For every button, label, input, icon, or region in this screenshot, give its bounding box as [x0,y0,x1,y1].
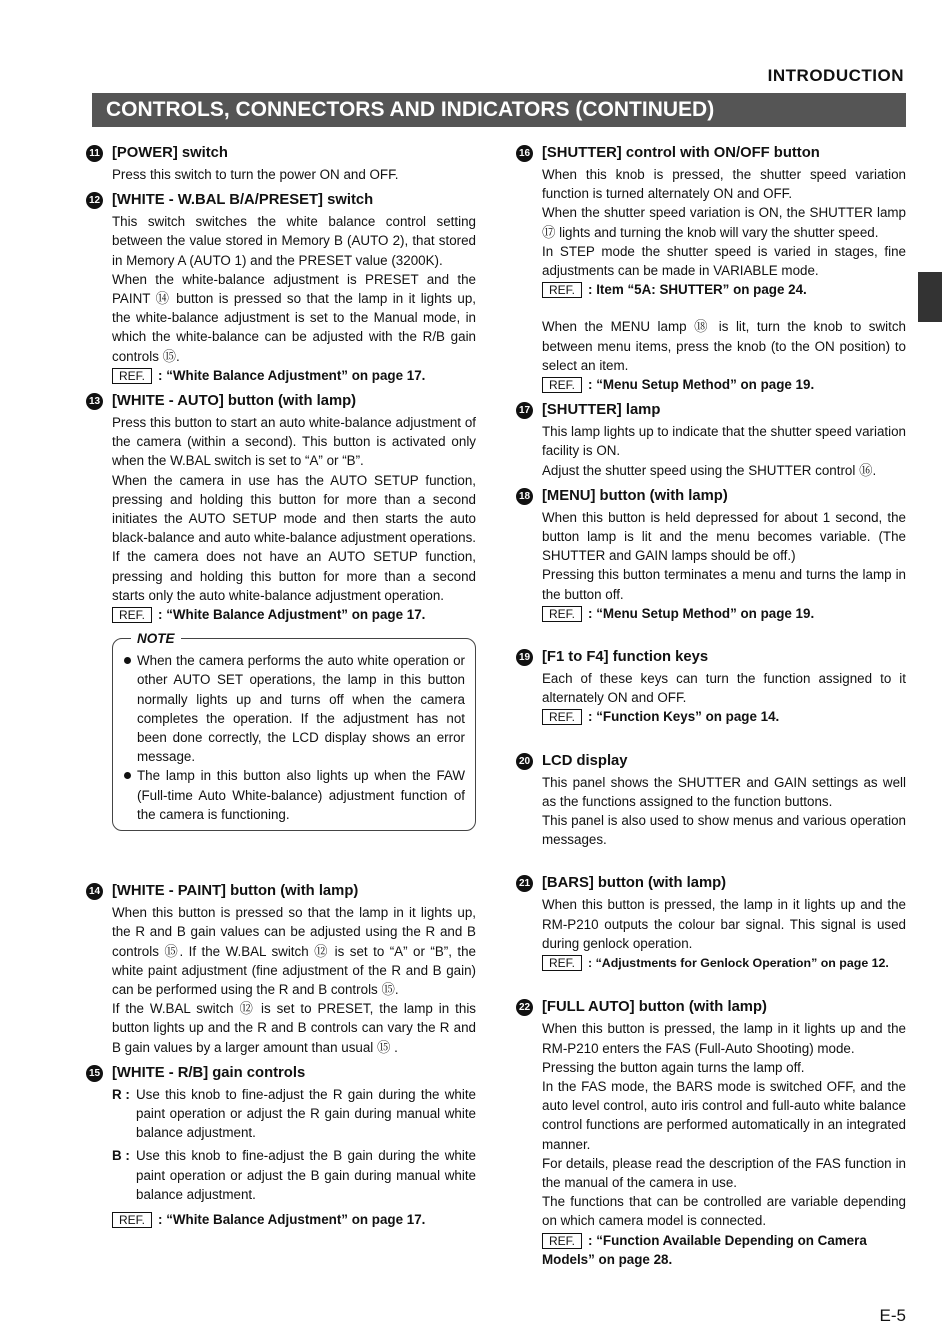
ref-box: REF. [112,607,152,623]
item-heading: 20 LCD display [542,751,906,772]
item-full-auto-button [518,997,906,1269]
reference: REF. : “Function Keys” on page 14. [542,707,906,726]
item-body: In the FAS mode, the BARS mode is switched OFF, and the auto level control, auto iris control and full-auto white balance control functions are performed automatically in an integrated manner. [542,1078,906,1152]
item-menu-button [518,486,906,623]
item-body: Pressing the button again turns the lamp off. [542,1059,805,1075]
item-body: This panel is also used to show menus and various operation messages. [542,813,906,848]
item-body: This panel shows the SHUTTER and GAIN settings as well as the functions assigned to the function buttons. [542,774,906,809]
item-white-paint-button [88,881,476,1057]
r-text: Use this knob to fine-adjust the R gain during the white paint operation or adjust the R gain during manual white balance adjustment. [136,1086,476,1141]
b-gain-row [112,1146,476,1204]
ref-box: REF. [112,368,152,384]
item-shutter-control [518,143,906,394]
item-number: 11 [86,145,103,162]
item-body: Press this switch to turn the power ON and OFF. [112,167,399,182]
item-body: In STEP mode the shutter speed is varied in stages, fine adjustments can be made in VARIABLE mode. [542,243,906,279]
note-label: NOTE [131,629,181,648]
left-column [88,143,477,1235]
item-heading: 12 [WHITE - W.BAL B/A/PRESET] switch [112,190,476,211]
item-body: When this button is pressed, the lamp in it lights up and the RM-P210 outputs the colour bar signal. This signal is used during genlock operation. [542,897,906,951]
reference: REF. : “Adjustments for Genlock Operation” on page 12. [542,953,906,973]
item-heading: 13 [WHITE - AUTO] button (with lamp) [112,391,476,412]
reference: REF. : “Menu Setup Method” on page 19. [542,604,906,623]
item-body: When the camera in use has the AUTO SETUP function, pressing and holding this button for more than a second initiates the AUTO SETUP mode and then starts the auto black-balance and auto white-balance adjustment operations. If the camera does not have an AUTO SETUP function, pressing and holding this button for more than a second starts only the auto white-balance adjustment operation. [112,472,477,603]
item-heading: 11 [POWER] switch [112,143,476,164]
ref-box: REF. [542,377,582,393]
item-heading: 15 [WHITE - R/B] gain controls [112,1063,476,1084]
item-number: 20 [516,753,533,770]
item-number: 14 [86,883,103,900]
item-heading: 17 [SHUTTER] lamp [542,400,906,421]
item-number: 17 [516,402,533,419]
item-number: 21 [516,875,533,892]
item-body: Press this button to start an auto white-balance adjustment of the camera (within a second). This button is activated only when the W.BAL switch is set to “A” or “B”. [112,415,476,469]
item-number: 13 [86,393,103,410]
item-bars-button [518,873,906,973]
item-number: 18 [516,488,533,505]
note-box [112,631,476,831]
page-title: CONTROLS, CONNECTORS AND INDICATORS (CONTINUED) [92,93,906,127]
item-lcd-display [518,751,906,850]
item-body: Each of these keys can turn the function assigned to it alternately ON and OFF. [542,671,906,706]
b-text: Use this knob to fine-adjust the B gain during the white paint operation or adjust the B gain during manual white balance adjustment. [136,1148,476,1202]
item-number: 15 [86,1065,103,1082]
reference: REF. : “Menu Setup Method” on page 19. [542,375,906,394]
reference: REF. : “White Balance Adjustment” on page 17. [112,1210,476,1229]
item-rb-gain-controls [88,1063,476,1229]
item-body: Pressing this button terminates a menu and turns the lamp in the button off. [542,567,906,602]
item-number: 16 [516,145,533,162]
item-body: When this knob is pressed, the shutter speed variation function is turned alternately ON and OFF. [542,167,906,202]
item-body: When the MENU lamp ⑱ is lit, turn the knob to switch between menu items, press the knob (to the ON position) to select an item. [542,319,906,373]
ref-box: REF. [542,1233,582,1249]
item-body: This lamp lights up to indicate that the shutter speed variation facility is ON. [542,424,906,459]
reference: REF. : “White Balance Adjustment” on page 17. [112,366,476,385]
reference: REF. : “Function Available Depending on Camera Models” on page 28. [542,1232,867,1267]
item-body: The functions that can be controlled are variable depending on which camera model is connected. [542,1194,906,1229]
reference: REF. : Item “5A: SHUTTER” on page 24. [542,280,906,299]
item-body: When this button is pressed so that the lamp in it lights up, the R and B gain values can be adjusted using the R and B controls ⑮. If the W.BAL switch ⑫ is set to “A” or “B”, the white paint adjustment (fine adjustment of the R and B gain) can be performed using the R and B controls ⑮. [112,905,476,997]
section-label: INTRODUCTION [767,66,904,85]
item-heading: 14 [WHITE - PAINT] button (with lamp) [112,881,476,902]
reference: REF. : “White Balance Adjustment” on page 17. [112,605,476,624]
item-heading: 18 [MENU] button (with lamp) [542,486,906,507]
item-function-keys [518,647,906,727]
item-body: If the W.BAL switch ⑫ is set to PRESET, the lamp in this button lights up and the R and B controls can vary the R and B gain values by a larger amount than usual ⑮ . [112,1001,476,1055]
right-column [518,143,906,1275]
note-item: When the camera performs the auto white operation or other AUTO SET operations, the lamp in this button normally lights up and turns off when the camera completes the operation. If the adjustment has not been done correctly, the LCD display shows an error message. [123,651,465,766]
item-body: For details, please read the description of the FAS function in the manual of the camera in use. [542,1155,906,1190]
ref-box: REF. [542,955,582,971]
item-power-switch [89,143,476,184]
r-gain-row [112,1085,476,1143]
item-number: 12 [86,192,103,209]
page-number: E-5 [879,1306,906,1325]
r-key: R : [112,1086,130,1102]
note-item: The lamp in this button also lights up when the FAW (Full-time Auto White-balance) adjustment function of the camera is functioning. [123,766,465,824]
item-heading: 19 [F1 to F4] function keys [542,647,906,668]
item-white-bal-switch [88,190,476,385]
ref-box: REF. [542,606,582,622]
item-body: When the white-balance adjustment is PRESET and the PAINT ⑭ button is pressed so that the lamp in it lights up, the white-balance adjustment is set to the Manual mode, in which the white-balance can be adjusted with the R/B gain controls ⑮. [112,271,476,364]
item-heading: 16 [SHUTTER] control with ON/OFF button [542,143,906,164]
item-white-auto-button [88,391,477,624]
ref-box: REF. [542,709,582,725]
item-body: When this button is pressed, the lamp in it lights up and the RM-P210 enters the FAS (Full-Auto Shooting) mode. [542,1021,906,1056]
item-number: 19 [516,649,533,666]
item-body: When the shutter speed variation is ON, the SHUTTER lamp ⑰ lights and turning the knob will vary the shutter speed. [542,205,906,240]
item-body: This switch switches the white balance control setting between the value stored in Memory B (AUTO 2), that stored in Memory A (AUTO 1) and the PRESET value (3200K). [112,214,476,268]
item-number: 22 [516,999,533,1016]
item-body: When this button is held depressed for about 1 second, the button lamp is lit and the menu becomes variable. (The SHUTTER and GAIN lamps should be off.) [542,509,906,564]
item-heading: 21 [BARS] button (with lamp) [542,873,906,894]
item-shutter-lamp [518,400,906,480]
item-body: Adjust the shutter speed using the SHUTTER control ⑯. [542,462,877,478]
ref-box: REF. [542,282,582,298]
b-key: B : [112,1148,130,1164]
ref-box: REF. [112,1212,152,1228]
side-tab-marker [918,272,942,322]
item-heading: 22 [FULL AUTO] button (with lamp) [542,997,906,1018]
